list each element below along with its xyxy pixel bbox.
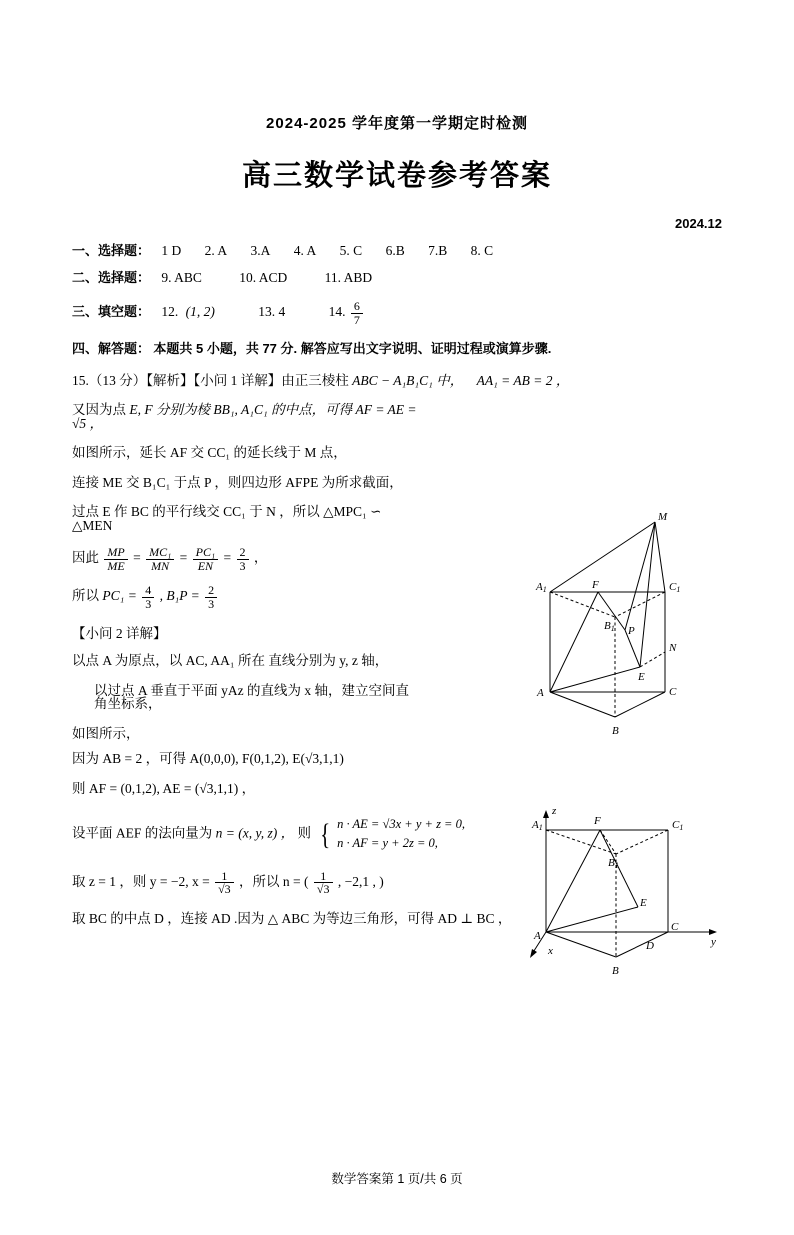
label-C: C [669,686,677,698]
equation-2: n · AF = y + 2z = 0, [337,836,438,851]
fraction-mp-me [104,546,127,572]
section-fill-label: 三、填空题： [72,304,151,320]
equals-1: = [133,550,141,566]
multi-answer: 10. ACD [239,269,288,285]
fraction-denominator: √3 [218,882,231,897]
q15-p6-then: 则 [297,825,311,841]
q15-head [72,374,722,388]
label-E: E [640,897,647,909]
fraction-numerator: 4 [142,584,154,598]
fraction-numerator: 6 [351,300,363,314]
label-y: y [711,936,716,948]
q15-b1p-label: , B₁P = [159,588,200,604]
label-N: N [669,642,677,654]
multi-answer: 11. ABD [324,269,373,285]
q15-p6-prefix: 设平面 AEF 的法向量为 [72,825,213,841]
fraction-numerator: 1 [314,870,333,884]
label-P: P [628,625,635,637]
fill-answer-13: 13. 4 [258,304,286,320]
label-x: x [548,945,553,957]
label-F: F [594,815,601,827]
q15-p4: 因为 AB = 2 ，可得 A(0,0,0), F(0,1,2), E(√3,1,1) [72,751,344,767]
fill-answer-14-num: 14. [328,304,346,320]
figure-prism-1 [530,512,730,757]
q15-part2-title: 【小问 2 详解】 [72,625,167,641]
section-choice-label: 一、选择题： [72,243,151,258]
fraction-denominator: 3 [208,596,215,611]
paren-close: ) [379,874,384,889]
label-M: M [658,512,668,523]
paren-open: ( [304,874,309,889]
fraction-one-over-sqrt3-2 [314,870,333,896]
page-title: 高三数学试卷参考答案 [241,160,552,192]
q15-pc1-label: PC₁ = [102,588,137,604]
fraction-one-over-sqrt3 [215,870,234,896]
q15-head-math2: AA₁ = AB = 2 ， [476,372,570,388]
comma-1: ， [253,550,268,566]
fraction-four-thirds [142,584,154,610]
q15-p7-prefix: 取 z = 1 ，则 y = −2, x = [72,874,210,889]
equation-1: n · AE = √3x + y + z = 0, [337,817,465,832]
fraction-denominator: 3 [239,558,246,573]
fraction-denominator: √3 [316,882,330,897]
q15-p3: 如图所示， [72,725,140,741]
figure-prism-2 [528,802,733,987]
section-multi-choice [72,271,722,285]
label-C: C [671,921,679,933]
q15-equation-system [337,815,465,854]
label-A1: A1 [532,819,543,832]
q15-head-math: ABC − A₁B₁C₁ 中， [352,372,464,388]
fraction-mc1-mn [146,546,174,572]
label-C1: C1 [672,819,684,832]
equals-3: = [223,550,232,566]
brace-icon: { [320,817,331,851]
label-B1: B1 [608,857,619,870]
equals-2: = [179,550,188,566]
fraction-two-thirds [237,546,249,572]
fraction-numerator: 2 [205,584,217,598]
fraction-numerator: PC₁ [193,546,219,560]
label-E: E [638,671,645,683]
label-B: B [612,965,619,977]
q15-line-5-prefix: 因此 [72,550,99,566]
q15-p1: 以点 A 为原点，以 AC, AA₁ 所在 直线分别为 y, z 轴， [72,653,389,669]
label-B1: B1 [604,620,615,633]
fraction-denominator: MN [151,558,170,573]
label-C1: C1 [669,581,681,594]
q15-p5: 则 AF = (0,1,2), AE = (√3,1,1) ， [72,780,256,796]
choice-answer: 3.A [250,243,271,258]
answer-sheet-page [0,112,794,1235]
q15-p8: 取 BC 的中点 D ，连接 AD .因为 △ ABC 为等边三角形，可得 AD ⊥ BC ， [72,911,512,926]
fraction-two-thirds-2 [205,584,217,610]
section-multi-label: 二、选择题： [72,269,151,285]
fraction-numerator: 1 [215,870,234,884]
label-z: z [552,805,557,817]
fraction-denominator: ME [107,558,125,573]
choice-answer: 5. C [339,243,363,258]
q15-line-6-prefix: 所以 [72,588,99,604]
section-solve-label: 四、解答题： [72,341,151,357]
label-B: B [612,725,619,737]
fraction-numerator: 2 [237,546,249,560]
label-F: F [592,579,599,591]
section-fill-blank [72,300,722,326]
multi-answers [153,270,392,285]
choice-answer: 4. A [293,243,317,258]
section-choice [72,244,722,258]
label-A: A [534,930,541,942]
choice-answer: 7.B [428,243,448,258]
fraction-denominator: 7 [353,312,360,327]
choice-answer: 8. C [470,243,494,258]
fraction-denominator: EN [197,558,214,573]
fill-answer-14-fraction [351,300,363,326]
q15-p2: 以过点 A 垂直于平面 yAz 的直线为 x 轴，建立空间直角坐标系， [94,682,409,712]
q15-p7-rest: , −2,1 , [337,874,376,889]
q15-line-1 [72,403,722,430]
fraction-pc1-en [193,546,219,572]
q15-line-1b: E, F 分别为棱 BB₁, A₁C₁ 的中点，可得 AF = AE = √5 ， [72,402,417,431]
label-A1: A1 [536,581,547,594]
section-solve-text: 本题共 5 小题，共 77 分. 解答应写出文字说明、证明过程或演算步骤. [153,341,552,357]
label-A: A [537,687,544,699]
choice-answers [153,243,513,258]
q15-p7-mid: ，所以 n = [239,874,301,889]
q15-normal-vector: n = (x, y, z) ， [215,825,295,841]
page-footer: 数学答案第 1 页/共 6 页 [331,1172,463,1186]
choice-answer: 2. A [204,243,228,258]
choice-answer: 1 D [161,243,182,258]
fraction-numerator: MP [104,546,127,560]
q15-line-1a: 又因为点 [72,402,126,418]
q15-line-4: 过点 E 作 BC 的平行线交 CC₁ 于 N ，所以 △MPC₁ ∽ △MEN [72,504,382,533]
fill-answer-12-num: 12. [161,304,179,320]
q15-line-3: 连接 ME 交 B₁C₁ 于点 P ，则四边形 AFPE 为所求截面， [72,474,403,490]
exam-header-line: 2024-2025 学年度第一学期定时检测 [266,115,528,132]
exam-date: 2024.12 [675,216,722,231]
fraction-denominator: 3 [145,596,152,611]
fill-answer-12-value: (1, 2) [185,304,215,320]
fraction-numerator: MC₁ [146,546,174,560]
multi-answer: 9. ABC [161,269,202,285]
choice-answer: 6.B [385,243,405,258]
section-solve [72,342,722,356]
q15-line-2: 如图所示，延长 AF 交 CC₁ 的延长线于 M 点， [72,445,347,461]
q15-head-text: 15.（13 分）【解析】【小问 1 详解】由正三棱柱 [72,372,349,388]
label-D: D [646,940,654,952]
